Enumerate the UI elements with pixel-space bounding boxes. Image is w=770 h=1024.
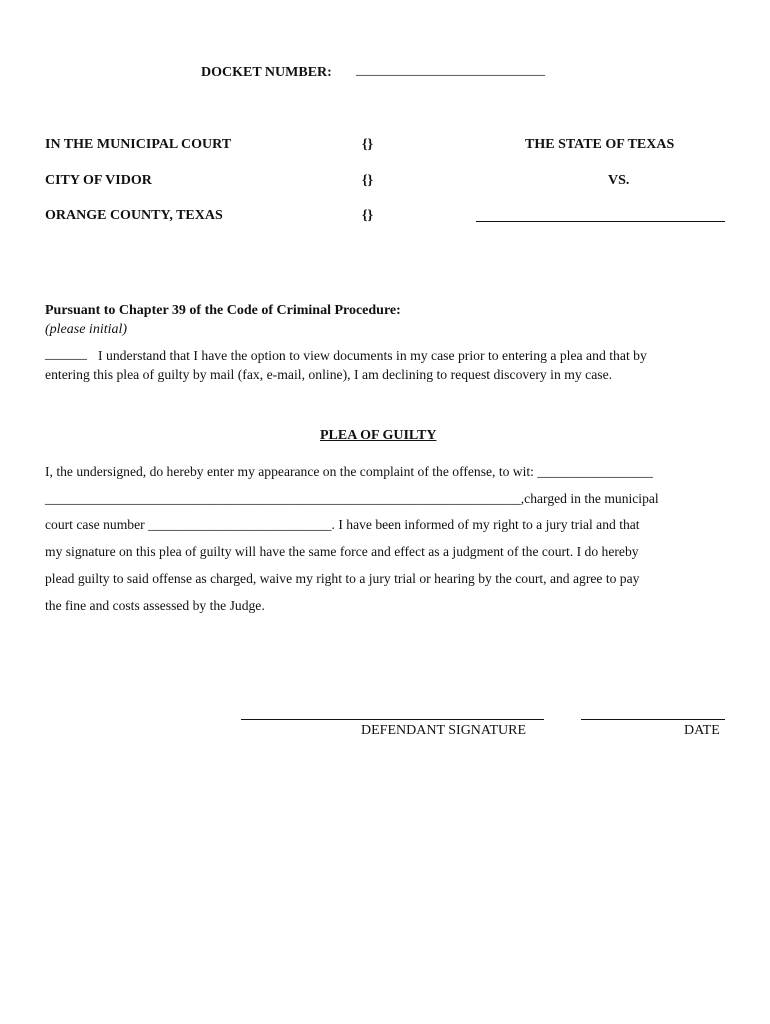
plea-text-line-2: ______________________________________________________________________,charged in the municipal	[45, 491, 659, 506]
date-line[interactable]	[581, 719, 725, 720]
plea-text-line-4: my signature on this plea of guilty will have the same force and effect as a judgment of the court. I do hereby	[45, 544, 639, 559]
plea-text-line-3: court case number ___________________________. I have been informed of my right to a jury trial and that	[45, 517, 640, 532]
initial-field[interactable]: ______	[45, 347, 87, 362]
plea-text-line-1: I, the undersigned, do hereby enter my appearance on the complaint of the offense, to wit: _________________	[45, 464, 653, 479]
caption-brace-3: {}	[362, 208, 374, 223]
discovery-heading: Pursuant to Chapter 39 of the Code of Criminal Procedure:	[45, 303, 401, 318]
caption-brace-2: {}	[362, 173, 374, 188]
defendant-signature-label: DEFENDANT SIGNATURE	[361, 723, 527, 738]
defendant-signature-line[interactable]	[241, 719, 544, 720]
plea-text-line-6: the fine and costs assessed by the Judge.	[45, 598, 265, 613]
date-label: DATE	[684, 723, 720, 738]
docket-number-field[interactable]: ___________________________	[356, 63, 545, 78]
defendant-name-line[interactable]	[476, 221, 725, 222]
city-name: CITY OF VIDOR	[45, 173, 152, 188]
plea-text-line-5: plead guilty to said offense as charged, waive my right to a jury trial or hearing by the court, and agree to pay	[45, 571, 640, 586]
versus-label: VS.	[608, 173, 630, 188]
discovery-text-line-2: entering this plea of guilty by mail (fax, e-mail, online), I am declining to request discovery in my case.	[45, 367, 613, 382]
initial-instruction: (please initial)	[45, 322, 128, 337]
caption-brace-1: {}	[362, 137, 374, 152]
state-of-texas: THE STATE OF TEXAS	[525, 137, 675, 152]
court-name: IN THE MUNICIPAL COURT	[45, 137, 232, 152]
discovery-text-line-1: I understand that I have the option to view documents in my case prior to entering a plea and that by	[98, 348, 647, 363]
docket-number-label: DOCKET NUMBER:	[201, 65, 332, 80]
plea-title: PLEA OF GUILTY	[320, 428, 437, 443]
county-name: ORANGE COUNTY, TEXAS	[45, 208, 223, 223]
